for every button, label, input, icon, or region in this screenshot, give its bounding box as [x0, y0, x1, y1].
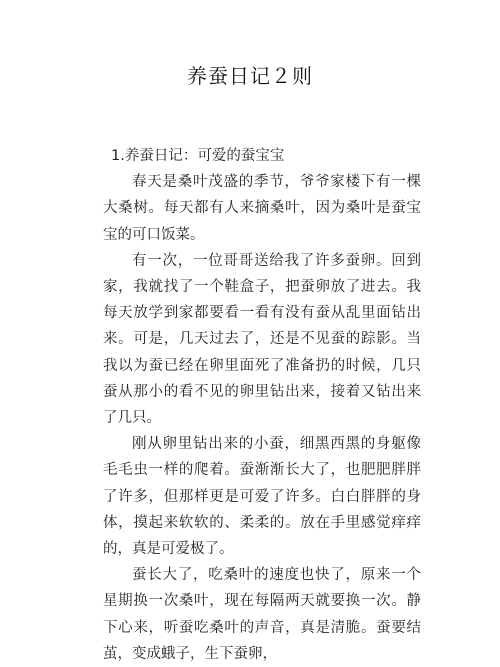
paragraph: 蚕长大了，吃桑叶的速度也快了，原来一个星期换一次桑叶，现在每隔两天就要换一次。静下心来，听蚕吃桑叶的声音，真是清脆。蚕要结茧，变成蛾子，生下蚕卵， [103, 567, 421, 662]
article-body [103, 143, 421, 667]
section-heading: 1.养蚕日记：可爱的蚕宝宝 [111, 148, 285, 164]
paragraph: 春天是桑叶茂盛的季节，爷爷家楼下有一棵大桑树。每天都有人来摘桑叶，因为桑叶是蚕宝宝的可口饭菜。 [103, 174, 421, 243]
paragraph: 有一次，一位哥哥送给我了许多蚕卵。回到家，我就找了一个鞋盒子，把蚕卵放了进去。我每天放学到家都要看一看有没有蚕从乱里面钻出来。可是，几天过去了，还是不见蚕的踪影。当我以为蚕已经在卵里面死了准备扔的时候，几只蚕从那小的看不见的卵里钻出来，接着又钻出来了几只。 [103, 252, 421, 427]
paragraph: 刚从卵里钻出来的小蚕，细黑西黑的身躯像毛毛虫一样的爬着。蚕渐渐长大了，也肥肥胖胖了许多，但那样更是可爱了许多。白白胖胖的身体，摸起来软软的、柔柔的。放在手里感觉痒痒的，真是可爱极了。 [103, 436, 421, 558]
document-title: 养蚕日记２则 [187, 64, 313, 88]
